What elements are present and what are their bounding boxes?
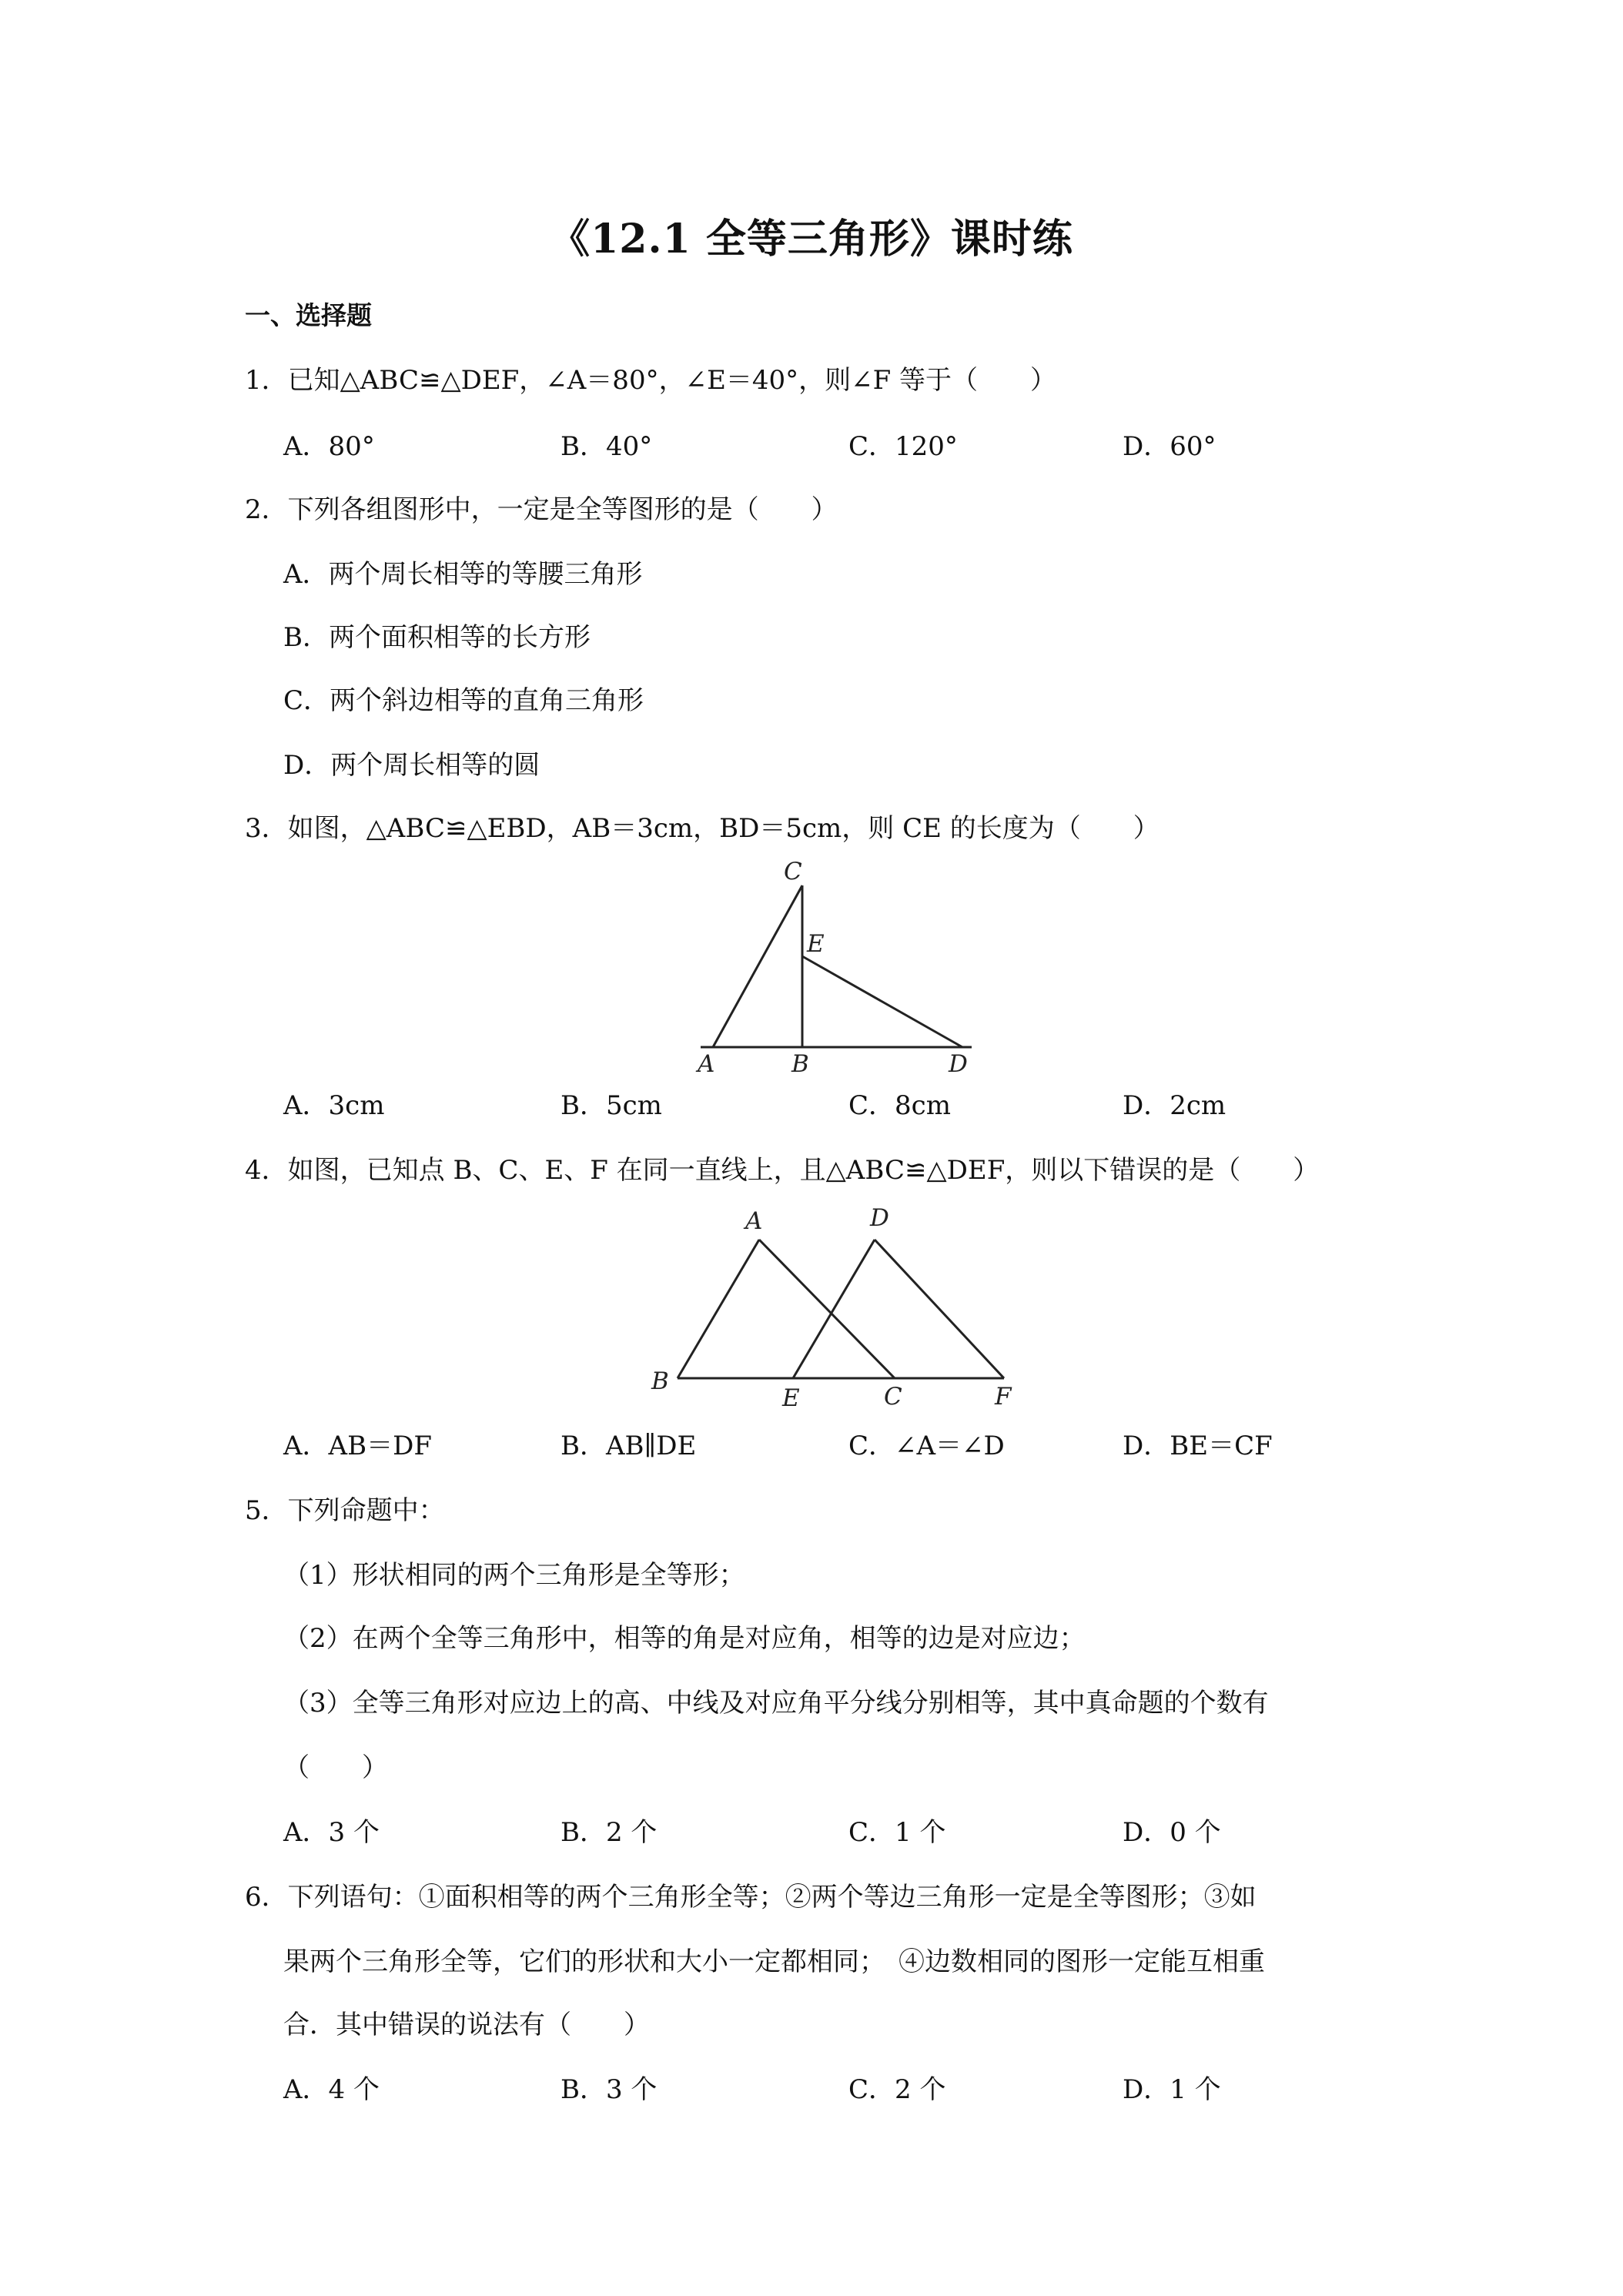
segment-ac xyxy=(759,1240,895,1378)
question-5-option-d: D．0 个 xyxy=(1123,1817,1221,1848)
question-5-option-c: C．1 个 xyxy=(848,1817,946,1848)
question-1-option-b: B．40° xyxy=(561,431,653,462)
label-e: E xyxy=(782,1384,800,1412)
question-5-item-2: （2）在两个全等三角形中，相等的角是对应角，相等的边是对应边； xyxy=(283,1623,1086,1654)
question-1-option-c: C．120° xyxy=(848,431,958,462)
question-2-option-d: D．两个周长相等的圆 xyxy=(283,750,540,781)
question-4-option-d: D．BE＝CF xyxy=(1123,1431,1273,1461)
question-3-figure xyxy=(685,855,993,1078)
question-6-line-2: 果两个三角形全等，它们的形状和大小一定都相同； ④边数相同的图形一定能互相重 xyxy=(283,1946,1265,1977)
question-6-option-d: D．1 个 xyxy=(1123,2074,1221,2105)
label-d: D xyxy=(870,1204,889,1232)
question-5-option-a: A．3 个 xyxy=(283,1817,380,1848)
label-e: E xyxy=(807,930,825,958)
question-4-stem: 4．如图，已知点 B、C、E、F 在同一直线上，且△ABC≌△DEF，则以下错误的是（ ） xyxy=(245,1155,1320,1186)
label-a: A xyxy=(745,1207,763,1235)
question-4-option-c: C．∠A＝∠D xyxy=(848,1431,1005,1461)
question-3-option-c: C．8cm xyxy=(848,1090,951,1121)
question-5-item-3: （3）全等三角形对应边上的高、中线及对应角平分线分别相等，其中真命题的个数有 xyxy=(283,1688,1269,1719)
question-3-option-a: A．3cm xyxy=(283,1090,385,1121)
question-2-option-c: C．两个斜边相等的直角三角形 xyxy=(283,685,644,716)
question-3-stem: 3．如图，△ABC≌△EBD，AB＝3cm，BD＝5cm，则 CE 的长度为（ ） xyxy=(245,813,1160,844)
question-2-option-a: A．两个周长相等的等腰三角形 xyxy=(283,559,643,590)
segment-ac xyxy=(713,885,802,1047)
label-b: B xyxy=(651,1367,669,1395)
label-b: B xyxy=(791,1050,809,1078)
label-f: F xyxy=(995,1383,1012,1411)
label-c: C xyxy=(884,1383,902,1411)
question-6-option-c: C．2 个 xyxy=(848,2074,946,2105)
label-a: A xyxy=(698,1050,715,1078)
question-5-item-1: （1）形状相同的两个三角形是全等形； xyxy=(283,1560,745,1591)
section-heading: 一、选择题 xyxy=(245,300,372,330)
question-4-option-a: A．AB＝DF xyxy=(283,1431,432,1461)
question-1-option-a: A．80° xyxy=(283,431,375,462)
label-c: C xyxy=(784,858,802,885)
question-6-option-a: A．4 个 xyxy=(283,2074,380,2105)
question-4-figure xyxy=(636,1198,1036,1418)
page-title: 《12.1 全等三角形》课时练 xyxy=(550,216,1073,263)
question-6-option-b: B．3 个 xyxy=(561,2074,658,2105)
question-2-option-b: B．两个面积相等的长方形 xyxy=(283,622,591,653)
segment-ed xyxy=(793,1240,875,1378)
question-6-line-3: 合．其中错误的说法有（ ） xyxy=(283,2010,650,2040)
question-3-option-b: B．5cm xyxy=(561,1090,662,1121)
question-5-paren: （ ） xyxy=(283,1752,388,1783)
segment-ed xyxy=(802,956,962,1047)
question-5-option-b: B．2 个 xyxy=(561,1817,658,1848)
question-1-option-d: D．60° xyxy=(1123,431,1216,462)
question-3-option-d: D．2cm xyxy=(1123,1090,1226,1121)
question-5-stem: 5．下列命题中： xyxy=(245,1495,445,1526)
question-2-stem: 2．下列各组图形中，一定是全等图形的是（ ） xyxy=(245,494,838,525)
label-d: D xyxy=(949,1050,968,1078)
segment-ba xyxy=(678,1240,759,1378)
question-4-option-b: B．AB∥DE xyxy=(561,1431,697,1461)
segment-df xyxy=(875,1240,1004,1378)
question-1-stem: 1．已知△ABC≌△DEF，∠A＝80°，∠E＝40°，则∠F 等于（ ） xyxy=(245,365,1057,396)
question-6-line-1: 6．下列语句：①面积相等的两个三角形全等；②两个等边三角形一定是全等图形；③如 xyxy=(245,1882,1257,1913)
